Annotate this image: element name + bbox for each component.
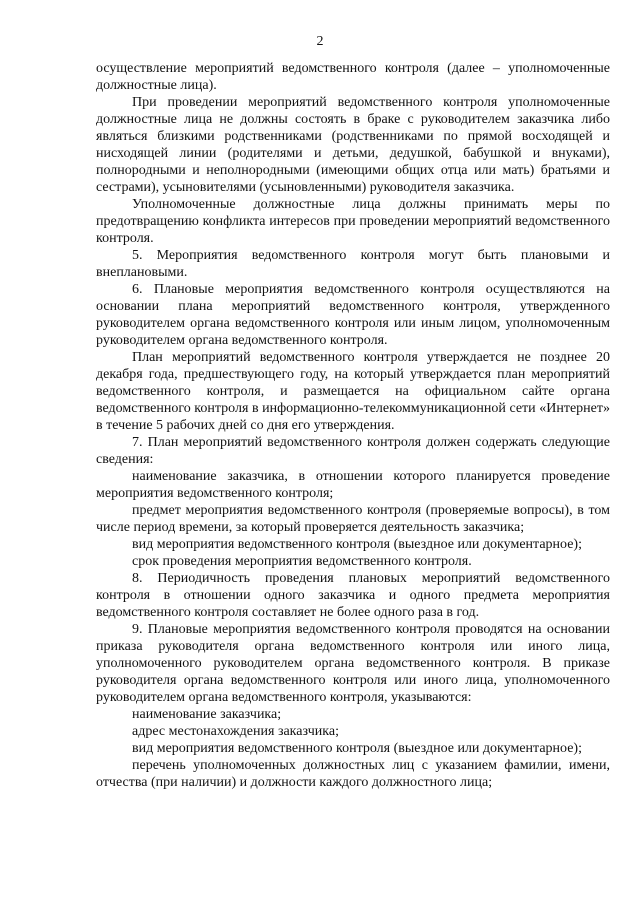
clause-9: 9. Плановые мероприятия ведомственного контроля проводятся на основании приказа руководителя органа ведомственного контроля или иного лица, уполномоченного руководителем органа ведомственного контроля. В приказе руководителя органа ведомственного контроля или иного лица, уполномоченного руководителем органа ведомственного контроля, указываются: (96, 622, 610, 705)
page-number: 2 (316, 34, 324, 49)
clause-6: 6. Плановые мероприятия ведомственного контроля осуществляются на основании плана мероприятий ведомственного контроля, утвержденного руководителем органа ведомственного контроля или иным лицом, уполномоченным руководителем органа ведомственного контроля. (96, 282, 610, 348)
clause-8: 8. Периодичность проведения плановых мероприятий ведомственного контроля в отношении одного заказчика и одного предмета мероприятия ведомственного контроля составляет не более одного раза в год. (96, 571, 610, 620)
list-item: вид мероприятия ведомственного контроля (выездное или документарное); (132, 537, 582, 552)
clause-7: 7. План мероприятий ведомственного контроля должен содержать следующие сведения: (96, 435, 610, 467)
list-item: срок проведения мероприятия ведомственного контроля. (132, 554, 472, 569)
list-item: вид мероприятия ведомственного контроля (выездное или документарное); (132, 741, 582, 756)
paragraph-conflict-of-interest: При проведении мероприятий ведомственного контроля уполномоченные должностные лица не должны состоять в браке с руководителем заказчика либо являться близкими родственниками (родственниками по прямой восходящей и нисходящей линии (родителями и детьми, дедушкой, бабушкой и внуками), полнородными и неполнородными (имеющими общих отца или мать) братьями и сестрами), усыновителями (усыновленными) руководителя заказчика. (96, 95, 610, 195)
paragraph-conflict-measures: Уполномоченные должностные лица должны принимать меры по предотвращению конфликта интересов при проведении мероприятий ведомственного контроля. (96, 197, 610, 246)
document-body (96, 60, 610, 791)
paragraph-continuation: осуществление мероприятий ведомственного контроля (далее – уполномоченные должностные лица). (96, 61, 610, 93)
paragraph-plan-approval: План мероприятий ведомственного контроля утверждается не позднее 20 декабря года, предшествующего году, на который утверждается план мероприятий ведомственного контроля, и размещается на официальном сайте органа ведомственного контроля в информационно-телекоммуникационной сети «Интернет» в течение 5 рабочих дней со дня его утверждения. (96, 350, 610, 433)
list-item: перечень уполномоченных должностных лиц с указанием фамилии, имени, отчества (при наличии) и должности каждого должностного лица; (96, 758, 610, 790)
list-item: наименование заказчика; (132, 707, 282, 722)
clause-5: 5. Мероприятия ведомственного контроля могут быть плановыми и внеплановыми. (96, 248, 610, 280)
list-item: наименование заказчика, в отношении которого планируется проведение мероприятия ведомственного контроля; (96, 469, 610, 501)
list-item: предмет мероприятия ведомственного контроля (проверяемые вопросы), в том числе период времени, за который проверяется деятельность заказчика; (96, 503, 610, 535)
list-item: адрес местонахождения заказчика; (132, 724, 339, 739)
